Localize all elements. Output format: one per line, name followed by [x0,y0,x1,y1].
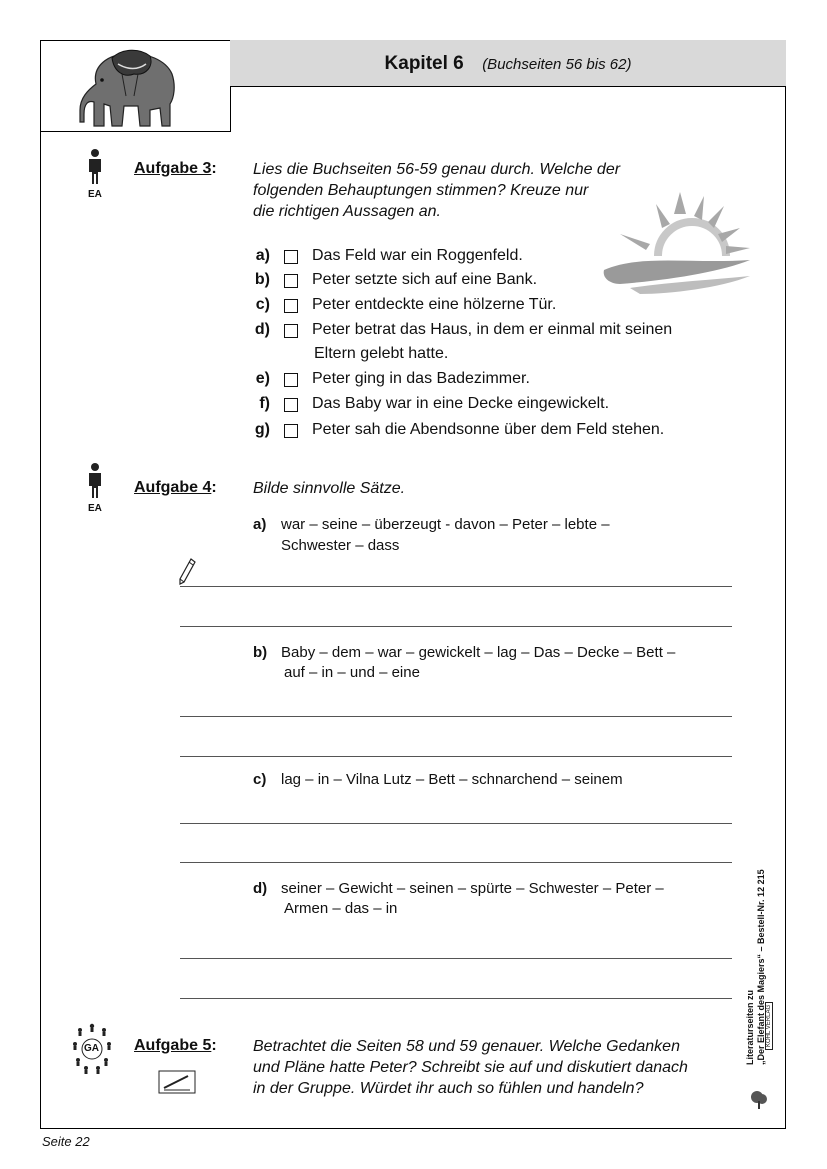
writing-line[interactable] [180,823,732,824]
ea-badge: EA [88,503,102,514]
single-work-person-icon [86,148,104,186]
checkbox[interactable] [284,299,298,313]
publisher-logo: KOHL VERLAG [765,1002,773,1050]
task4-instruction: Bilde sinnvolle Sätze. [253,480,406,497]
checkbox[interactable] [284,250,298,264]
writing-line[interactable] [180,716,732,717]
writing-line[interactable] [180,756,732,757]
checkbox[interactable] [284,324,298,338]
pencil-icon [178,558,196,586]
sun-illustration [600,184,760,304]
task3-label: Aufgabe 3: [134,160,217,177]
writing-line[interactable] [180,958,732,959]
task3-instruction: Lies die Buchseiten 56-59 genau durch. Welche der folgenden Behauptungen stimmen? Kreuze nur die richtigen Aussagen an. [253,161,621,220]
ea-badge: EA [88,189,102,200]
publisher-side-text: Literaturseiten zu „Der Elefant des Magiers“ – Bestell-Nr. 12 215 [745,869,766,1065]
task5-label: Aufgabe 5: [134,1037,217,1054]
checkbox[interactable] [284,274,298,288]
writing-line[interactable] [180,998,732,999]
checkbox[interactable] [284,424,298,438]
chapter-pages: (Buchseiten 56 bis 62) [482,56,632,73]
chapter-title: Kapitel 6 [384,53,464,74]
chapter-title-bar [230,40,786,87]
writing-pen-icon [158,1070,196,1094]
task5-instruction: Betrachtet die Seiten 58 und 59 genauer. Welche Gedanken und Pläne hatte Peter? Schreibt sie auf und diskutiert danach in der Gruppe. Würdet ihr auch so fühlen und handeln? [253,1038,688,1097]
writing-line[interactable] [180,586,732,587]
checkbox[interactable] [284,373,298,387]
writing-line[interactable] [180,626,732,627]
task4-label: Aufgabe 4: [134,479,217,496]
page-number: Seite 22 [42,1134,90,1149]
elephant-illustration [78,44,182,130]
tree-logo-icon [748,1088,770,1110]
checkbox[interactable] [284,398,298,412]
single-work-person-icon [86,462,104,500]
writing-line[interactable] [180,862,732,863]
ga-badge: GA [84,1043,99,1054]
